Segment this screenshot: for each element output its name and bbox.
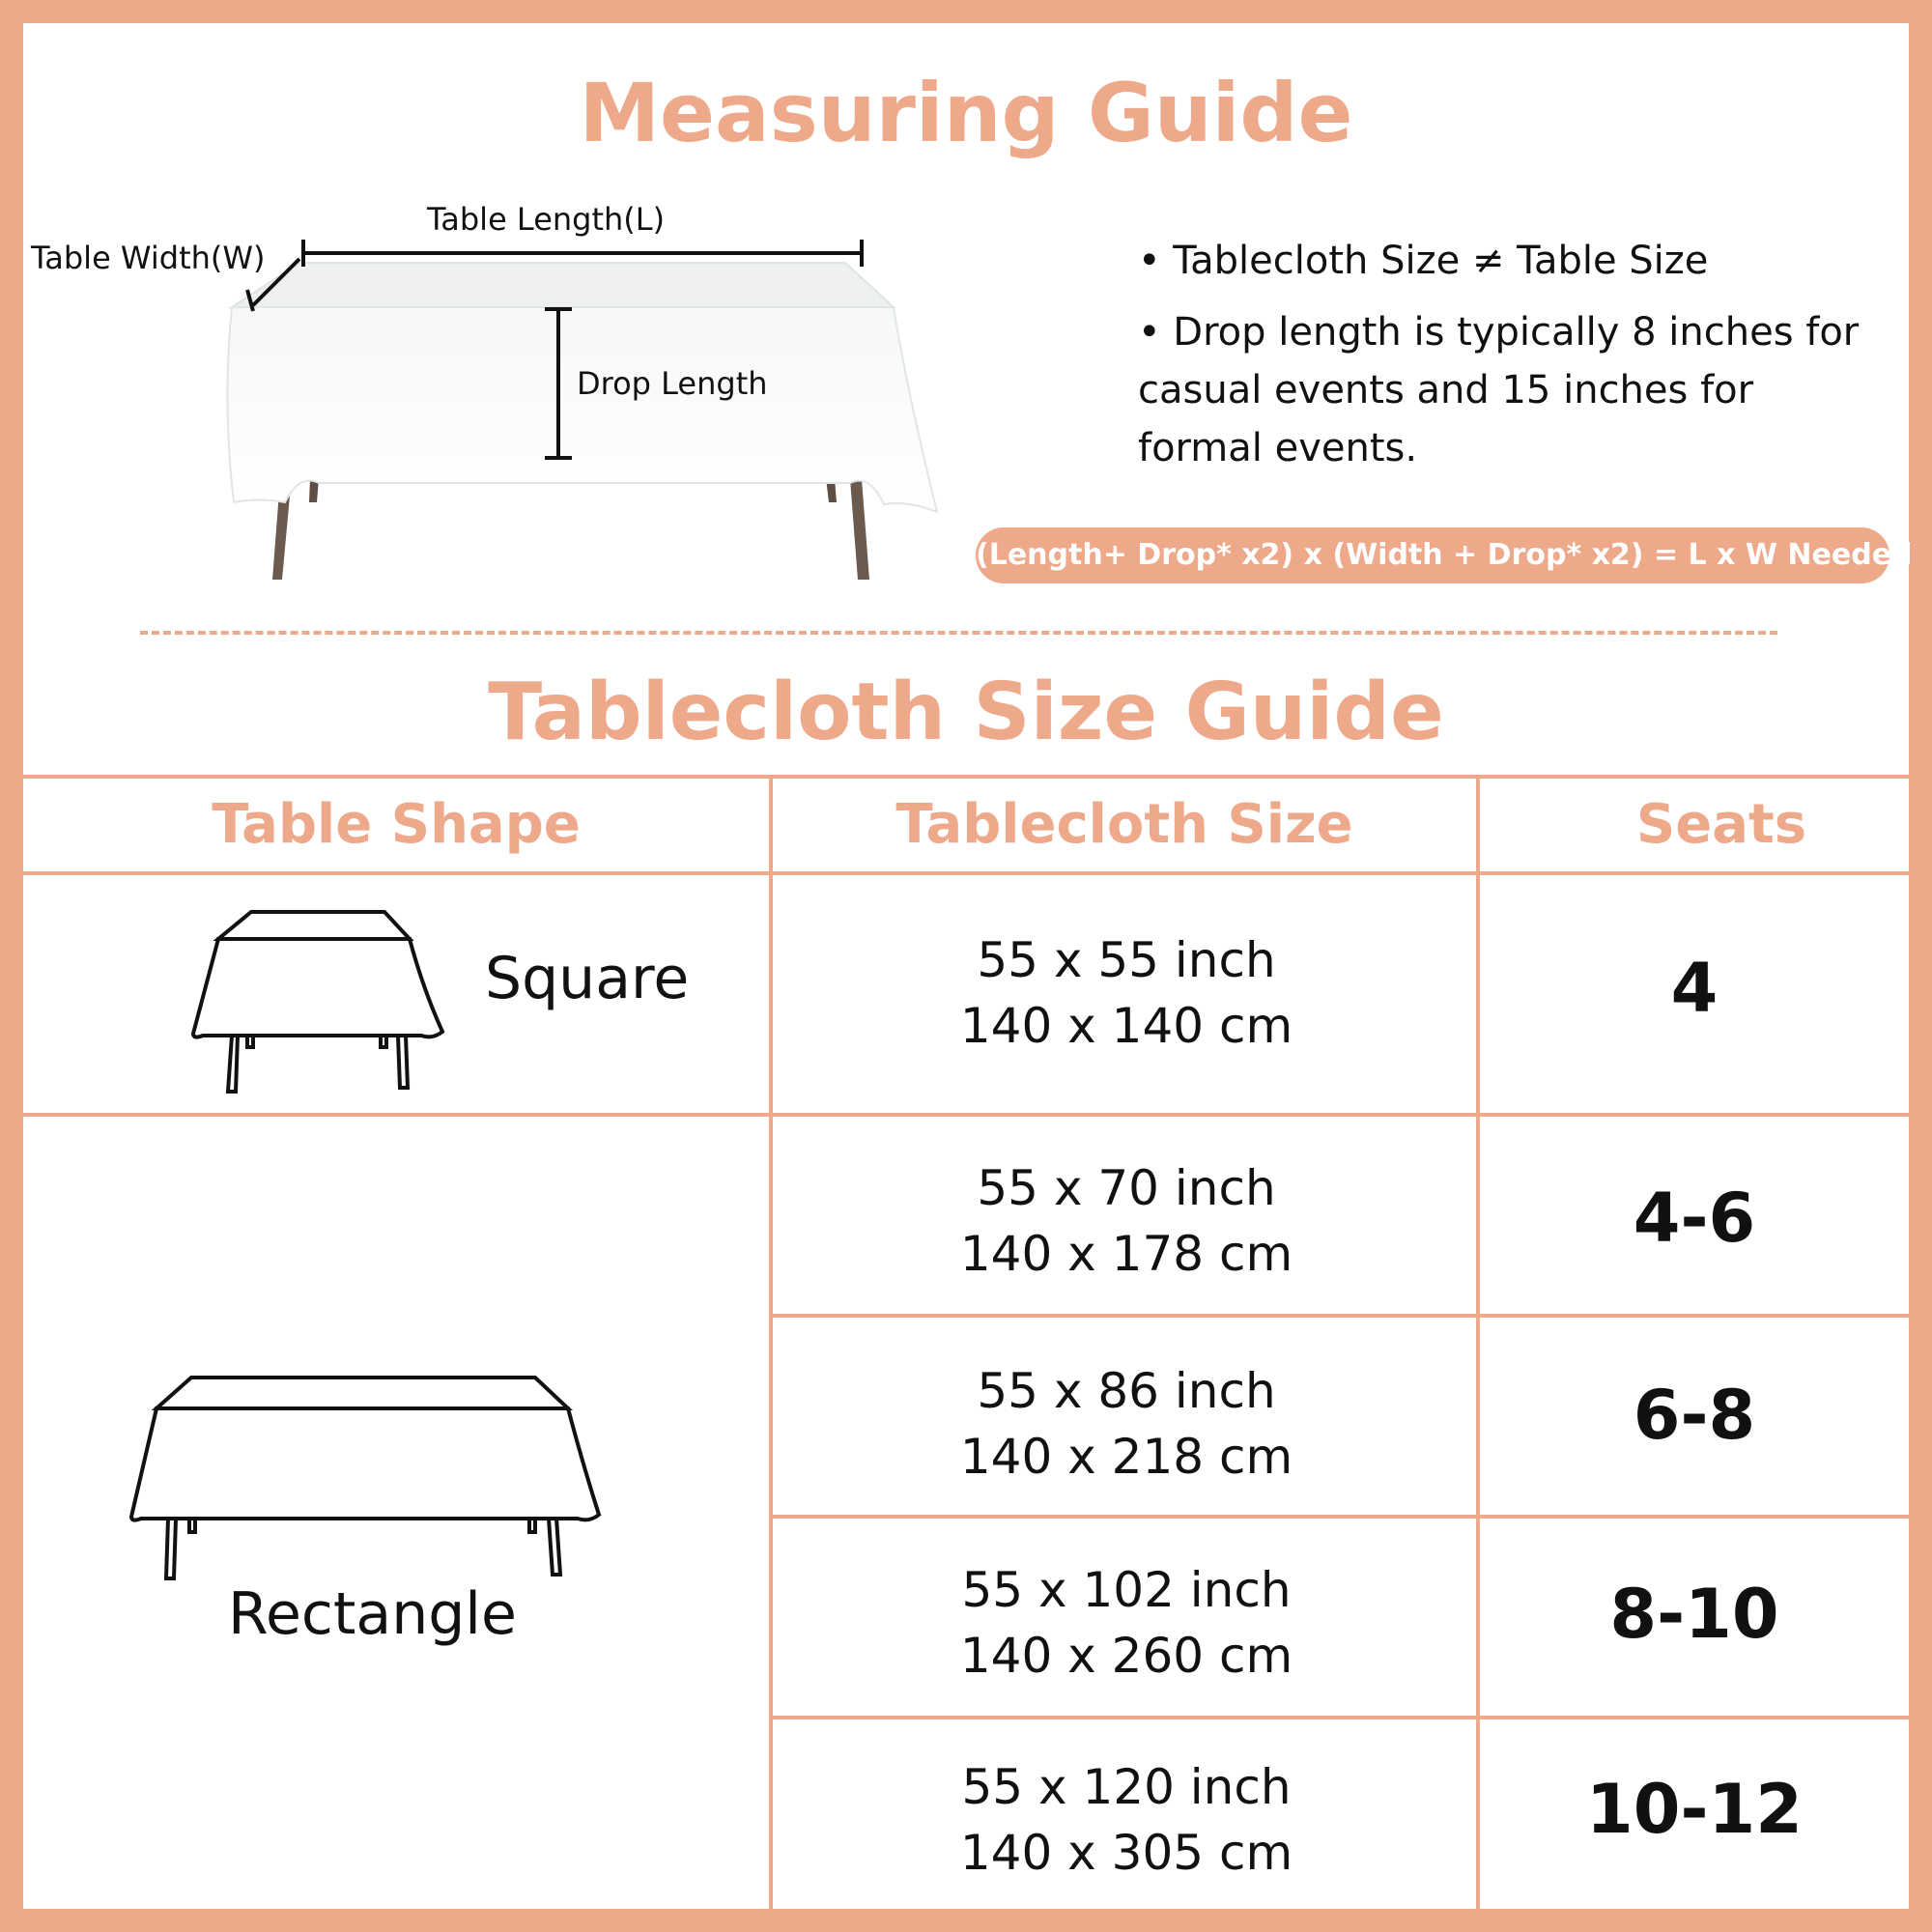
- size-cell-row-3: [773, 1358, 1480, 1490]
- seats-row-2: 4-6: [1633, 1179, 1756, 1258]
- seats-row-3: 6-8: [1633, 1376, 1756, 1455]
- formula-badge: (Length+ Drop* x2) x (Width + Drop* x2) = L x W Needed: [976, 527, 1889, 583]
- table-border: [773, 1716, 1909, 1719]
- note-item: • Drop length is typically 8 inches for casual events and 15 inches for formal events.: [1138, 310, 1860, 470]
- table-width-label: Table Width(W): [31, 240, 266, 276]
- cloth-drape: [227, 307, 937, 512]
- size-cm: 140 x 305 cm: [959, 1825, 1293, 1881]
- table-length-label: Table Length(L): [427, 201, 666, 238]
- size-cell-row-1: [773, 927, 1480, 1059]
- size-inch: 55 x 120 inch: [961, 1759, 1292, 1815]
- square-table-icon: [189, 902, 450, 1095]
- seats-row-1: 4: [1670, 949, 1719, 1028]
- table-border: [23, 871, 1909, 875]
- header-tablecloth-size: Tablecloth Size: [895, 793, 1353, 856]
- cloth-top: [232, 263, 894, 307]
- size-inch: 55 x 55 inch: [977, 932, 1276, 988]
- size-cell-row-4: [773, 1557, 1480, 1689]
- seats-row-5: 10-12: [1586, 1770, 1803, 1849]
- size-inch: 55 x 86 inch: [977, 1363, 1276, 1419]
- drop-length-label: Drop Length: [577, 365, 768, 402]
- table-border: [773, 1314, 1909, 1318]
- size-inch: 55 x 102 inch: [961, 1562, 1292, 1618]
- header-seats: Seats: [1635, 793, 1807, 856]
- table-border: [23, 1113, 1909, 1117]
- measuring-guide-title: Measuring Guide: [579, 66, 1353, 160]
- size-inch: 55 x 70 inch: [977, 1160, 1276, 1216]
- size-guide-title: Tablecloth Size Guide: [488, 667, 1444, 758]
- shape-label-square: Square: [485, 945, 690, 1012]
- size-cm: 140 x 260 cm: [959, 1628, 1293, 1684]
- shape-label-rectangle: Rectangle: [228, 1580, 517, 1648]
- rectangle-table-icon: [128, 1370, 607, 1584]
- size-cell-row-2: [773, 1155, 1480, 1287]
- size-cell-row-5: [773, 1754, 1480, 1886]
- size-cm: 140 x 178 cm: [959, 1226, 1293, 1282]
- size-cm: 140 x 218 cm: [959, 1429, 1293, 1485]
- table-border: [773, 1515, 1909, 1519]
- size-cm: 140 x 140 cm: [959, 998, 1293, 1054]
- note-item: • Tablecloth Size ≠ Table Size: [1138, 239, 1709, 283]
- section-divider: [140, 631, 1777, 635]
- header-table-shape: Table Shape: [212, 793, 581, 856]
- measuring-notes: [1138, 232, 1872, 491]
- seats-row-4: 8-10: [1609, 1575, 1779, 1654]
